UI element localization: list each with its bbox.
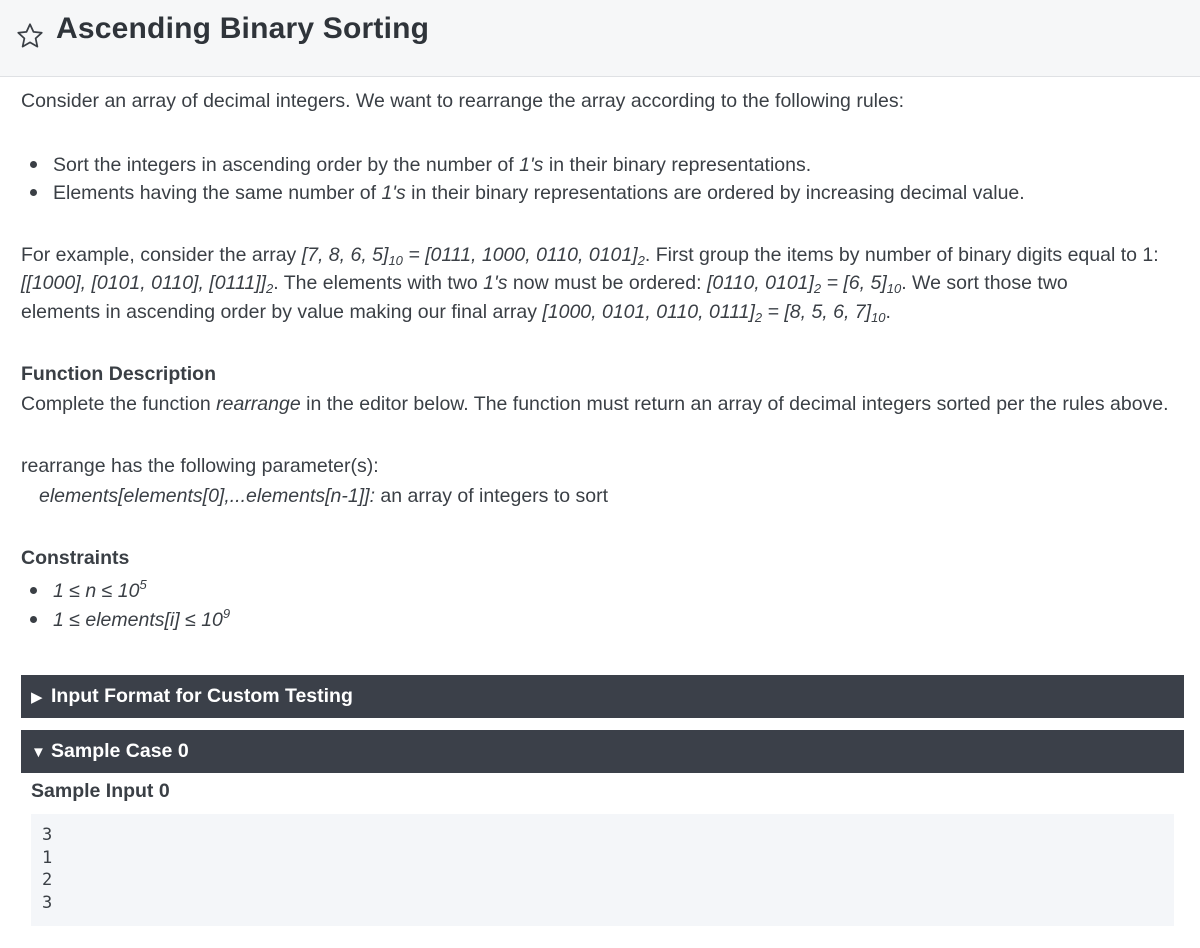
example-line-2: [[1000], [0101, 0110], $[0111]]_2$. The elements with two 1's now must be ordered: [0110, $0101]_2 = [6$, $5]_{10}$. We sort those two [21, 272, 1068, 296]
parameters-intro: rearrange has the following parameter(s): [21, 455, 379, 477]
bullet-dot [30, 189, 37, 196]
problem-header [0, 0, 1200, 77]
bullet-dot [30, 161, 37, 168]
sample-input-heading: Sample Input 0 [31, 780, 170, 802]
bullet-dot [30, 616, 37, 623]
triangle-right-icon: ▶ [31, 689, 43, 706]
sample-input-code [31, 814, 1174, 926]
code-line: 3 [42, 892, 53, 913]
constraint-item-2: 1 ≤ elements[i] ≤ $10^9$ [30, 609, 230, 632]
bullet-dot [30, 587, 37, 594]
code-line: 1 [42, 847, 53, 868]
parameter-item: elements[elements[0],...elements[n-1]]: an array of integers to sort [39, 485, 609, 507]
star-outline-icon[interactable] [15, 21, 45, 51]
input-format-toggle[interactable] [21, 675, 1184, 718]
example-line-3: elements in ascending order by value making our final array [1000, 0101, 0110, $0111]_2 = [8$, 5, 6, $7]_{10}$. [21, 301, 891, 325]
constraints-heading: Constraints [21, 547, 130, 569]
triangle-down-icon: ▼ [31, 744, 46, 761]
constraint-item-1: $1 \le n \le 10^5$ [30, 580, 147, 603]
code-line: 2 [42, 870, 53, 890]
function-description-text: Complete the function rearrange in the editor below. The function must return an array of decimal integers sorted per the rules above. [21, 393, 1169, 415]
page-title: Ascending Binary Sorting [56, 12, 430, 45]
function-description-heading: Function Description [21, 363, 216, 385]
sample-case-label: Sample Case 0 [51, 740, 189, 762]
rule-item-1: Sort the integers in ascending order by the number of 1's in their binary representations. [30, 154, 811, 177]
example-line-1: For example, consider the array [7, 8, 6, $5]_{10} = [0111$, 1000, 0110, $0101]_2$. First group the items by number of binary digits equal to 1: [21, 244, 1159, 268]
input-format-label: Input Format for Custom Testing [51, 685, 353, 707]
sample-case-toggle[interactable] [21, 730, 1184, 773]
intro-text: Consider an array of decimal integers. We want to rearrange the array according to the following rules: [21, 90, 905, 112]
code-line: 3 [42, 825, 53, 845]
rule-item-2: Elements having the same number of 1's in their binary representations are ordered by increasing decimal value. [30, 182, 1025, 205]
